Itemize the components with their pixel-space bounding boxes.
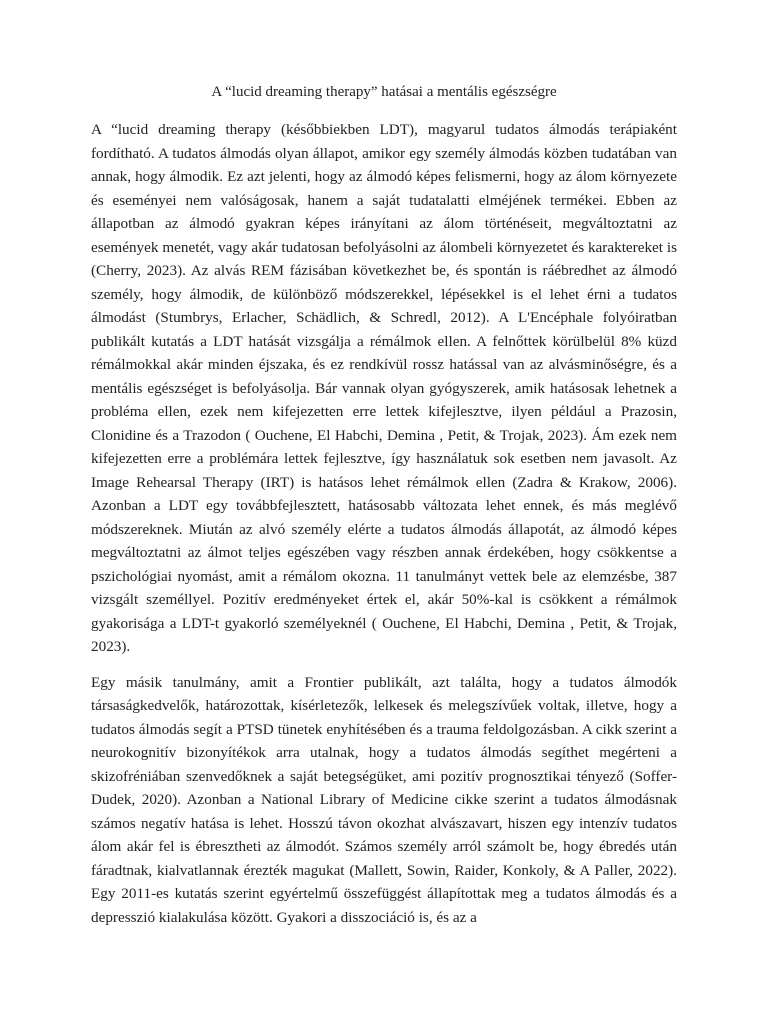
body-paragraph-1: A “lucid dreaming therapy (későbbiekben LDT), magyarul tudatos álmodás terápiaként fordítható. A tudatos álmodás olyan állapot, amikor egy személy álmodás közben tudatában van annak, hogy álmodik. Ez azt jelenti, hogy az álmodó képes felismerni, hogy az álom környezete és eseményei nem valóságosak, hanem a saját tudatalatti elméjének termékei. Ebben az állapotban az álmodó gyakran képes irányítani az álom történéseit, megváltoztatni az események menetét, vagy akár tudatosan befolyásolni az álombeli környezetet és karaktereket is (Cherry, 2023). Az alvás REM fázisában következhet be, és spontán is ráébredhet az álmodó személy, hogy álmodik, de különböző módszerekkel, lépésekkel is el lehet érni a tudatos álmodást (Stumbrys, Erlacher, Schädlich, & Schredl, 2012). A L'Encéphale folyóiratban publikált kutatás a LDT hatását vizsgálja a rémálmok ellen. A felnőttek körülbelül 8% küzd rémálmokkal akár minden éjszaka, és ez rendkívül rossz hatással van az alvásminőségre, és a mentális egészséget is befolyásolja. Bár vannak olyan gyógyszerek, amik hatásosak lehetnek a probléma ellen, ezek nem kifejezetten erre lettek kifejlesztve, ilyen például a Prazosin, Clonidine és a Trazodon ( Ouchene, El Habchi, Demina , Petit, & Trojak, 2023). Ám ezek nem kifejezetten erre a problémára lettek fejlesztve, így használatuk sok esetben nem javasolt. Az Image Rehearsal Therapy (IRT) is hatásos lehet rémálmok ellen (Zadra & Krakow, 2006). Azonban a LDT egy továbbfejlesztett, hatásosabb változata lehet ennek, és más meglévő módszereknek. Miután az alvó személy elérte a tudatos álmodás állapotát, az álmodó képes megváltoztatni az álmot teljes egészében vagy részben annak érdekében, hogy csökkentse a pszichológiai nyomást, amit a rémálom okozna. 11 tanulmányt vettek bele az elemzésbe, 387 vizsgált személlyel. Pozitív eredményeket értek el, akár 50%-kal is csökkent a rémálmok gyakorisága a LDT-t gyakorló személyeknél ( Ouchene, El Habchi, Demina , Petit, & Trojak, 2023). xyxy=(91,121,677,655)
document-page xyxy=(91,82,677,941)
body-paragraph-2: Egy másik tanulmány, amit a Frontier publikált, azt találta, hogy a tudatos álmodók társaságkedvelők, határozottak, kísérletezők, lelkesek és melegszívűek voltak, illetve, hogy a tudatos álmodás segít a PTSD tünetek enyhítésében és a trauma feldolgozásban. A cikk szerint a neurokognitív bizonyítékok arra utalnak, hogy a tudatos álmodás segíthet megérteni a skizofréniában szenvedőknek a saját betegségüket, ami pozitív prognosztikai tényező (Soffer-Dudek, 2020). Azonban a National Library of Medicine cikke szerint a tudatos álmodásnak számos negatív hatása is lehet. Hosszú távon okozhat alvászavart, hiszen egy intenzív tudatos álom akár fel is ébresztheti az álmodót. Számos személy arról számolt be, hogy ébredés után fáradtnak, kialvatlannak érezték magukat (Mallett, Sowin, Raider, Konkoly, & A Paller, 2022). Egy 2011-es kutatás szerint egyértelmű összefüggést állapítottak meg a tudatos álmodás és a depresszió kialakulása között. Gyakori a disszociáció is, és az a xyxy=(91,673,677,926)
document-title: A “lucid dreaming therapy” hatásai a mentális egészségre xyxy=(211,84,557,100)
